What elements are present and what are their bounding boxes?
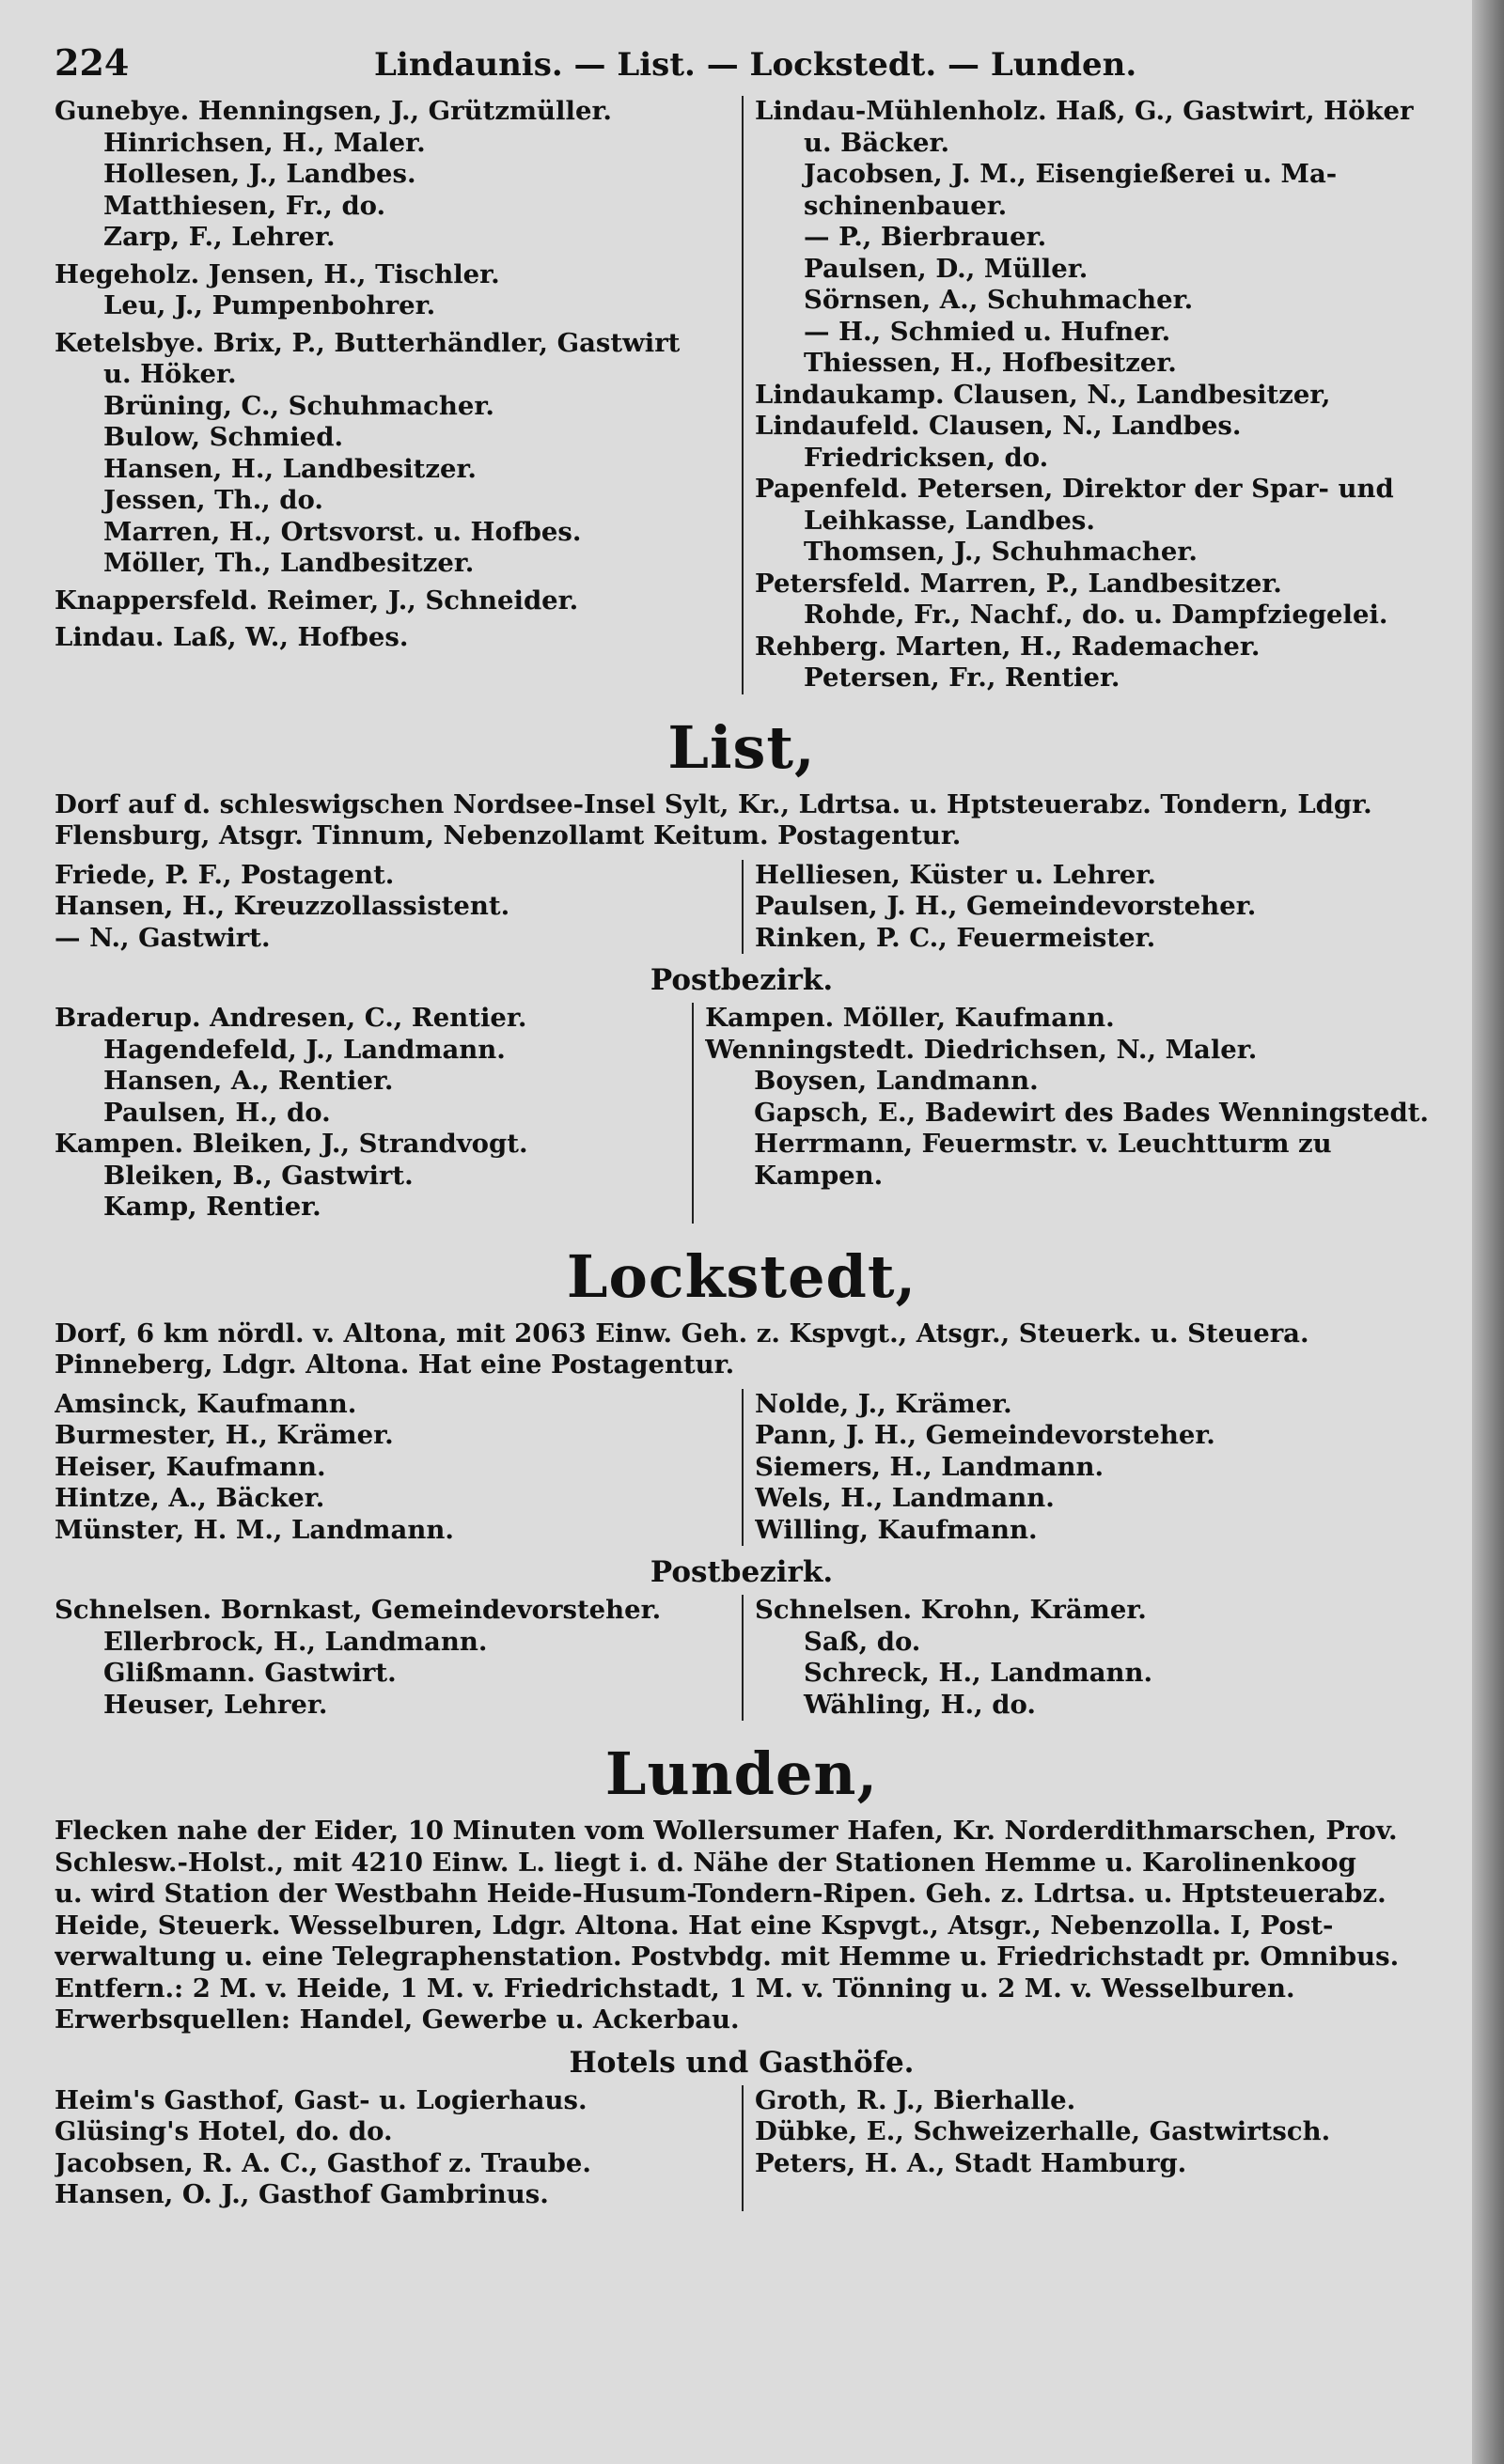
directory-entry: Schnelsen. Krohn, Krämer.: [755, 1595, 1147, 1625]
directory-entry: Pann, J. H., Gemeindevorsteher.: [755, 1420, 1215, 1450]
directory-entry: Möller, Th., Landbesitzer.: [103, 548, 475, 578]
directory-entry: Friede, P. F., Postagent.: [55, 859, 395, 890]
directory-entry: Rehberg. Marten, H., Rademacher.: [755, 631, 1261, 662]
lockstedt-columns: [55, 1389, 1429, 1547]
directory-entry: Lindau. Laß, W., Hofbes.: [55, 622, 409, 652]
directory-entry: Thomsen, J., Schuhmacher.: [804, 537, 1198, 567]
directory-entry: Rinken, P. C., Feuermeister.: [755, 922, 1156, 953]
directory-entry: Heim's Gasthof, Gast- u. Logierhaus.: [55, 2084, 588, 2115]
directory-entry: Lindaukamp. Clausen, N., Landbesitzer,: [755, 379, 1331, 410]
lockstedt-postbezirk-right: [742, 1595, 1429, 1721]
directory-entry: Boysen, Landmann.: [754, 1066, 1039, 1096]
list-postbezirk-heading: Postbezirk.: [650, 963, 834, 997]
list-postbezirk-right: [692, 1003, 1429, 1224]
lockstedt-intro: [55, 1318, 1429, 1381]
directory-entry: u. Höker.: [103, 359, 237, 389]
directory-entry: Jacobsen, R. A. C., Gasthof z. Traube.: [55, 2147, 591, 2178]
directory-entry: Willing, Kaufmann.: [755, 1514, 1038, 1545]
lunden-hotels-right: [742, 2085, 1429, 2211]
directory-entry: Hinrichsen, H., Maler.: [103, 127, 426, 158]
intro-line: Heide, Steuerk. Wesselburen, Ldgr. Altona. Hat eine Kspvgt., Atsgr., Nebenzolla. I, Post-: [55, 1910, 1334, 1941]
directory-entry: Rohde, Fr., Nachf., do. u. Dampfziegelei.: [804, 600, 1388, 630]
directory-entry: Glüsing's Hotel, do. do.: [55, 2116, 393, 2146]
directory-entry: Friedricksen, do.: [804, 442, 1049, 473]
directory-entry: u. Bäcker.: [804, 127, 950, 158]
intro-line: Entfern.: 2 M. v. Heide, 1 M. v. Friedrichstadt, 1 M. v. Tönning u. 2 M. v. Wesselburen.: [55, 1973, 1295, 2004]
directory-entry: Herrmann, Feuermstr. v. Leuchtturm zu: [754, 1129, 1332, 1159]
lockstedt-right-column: [742, 1389, 1429, 1547]
directory-entry: Saß, do.: [804, 1626, 921, 1657]
directory-entry: Zarp, F., Lehrer.: [103, 222, 336, 252]
directory-entry: Münster, H. M., Landmann.: [55, 1514, 454, 1545]
lockstedt-postbezirk-columns: [55, 1595, 1429, 1721]
directory-entry: Kampen.: [754, 1160, 884, 1191]
list-left-column: [55, 860, 742, 955]
directory-entry: Ketelsbye. Brix, P., Butterhändler, Gastwirt: [55, 327, 681, 358]
section-title-lockstedt: Lockstedt,: [566, 1241, 917, 1311]
intro-line: Flensburg, Atsgr. Tinnum, Nebenzollamt Keitum. Postagentur.: [55, 820, 962, 850]
intro-line: Flecken nahe der Eider, 10 Minuten vom Wollersumer Hafen, Kr. Norderdithmarschen, Prov.: [55, 1816, 1398, 1846]
directory-entry: Knappersfeld. Reimer, J., Schneider.: [55, 585, 579, 616]
list-intro: [55, 789, 1429, 852]
intro-line: Dorf auf d. schleswigschen Nordsee-Insel Sylt, Kr., Ldrtsa. u. Hptsteuerabz. Tondern, Ldgr.: [55, 788, 1372, 819]
directory-entry: Heuser, Lehrer.: [103, 1689, 328, 1720]
directory-entry: Peters, H. A., Stadt Hamburg.: [755, 2147, 1187, 2178]
directory-entry: Marren, H., Ortsvorst. u. Hofbes.: [103, 516, 582, 547]
directory-entry: Hansen, O. J., Gasthof Gambrinus.: [55, 2179, 549, 2209]
directory-entry: Kampen. Bleiken, J., Strandvogt.: [55, 1129, 528, 1159]
directory-entry: Hintze, A., Bäcker.: [55, 1483, 325, 1513]
lindaunis-columns: [55, 96, 1429, 694]
directory-entry: Amsinck, Kaufmann.: [55, 1388, 357, 1419]
directory-entry: Ellerbrock, H., Landmann.: [103, 1626, 488, 1657]
intro-line: Erwerbsquellen: Handel, Gewerbe u. Ackerbau.: [55, 2004, 740, 2035]
section-title-list: List,: [667, 712, 816, 782]
directory-entry: Wenningstedt. Diedrichsen, N., Maler.: [705, 1034, 1258, 1065]
list-columns: [55, 860, 1429, 955]
directory-entry: Hansen, H., Landbesitzer.: [103, 453, 478, 484]
directory-entry: Hansen, A., Rentier.: [103, 1066, 394, 1096]
lindaunis-left-column: [55, 96, 742, 694]
directory-entry: Jacobsen, J. M., Eisengießerei u. Ma-: [804, 159, 1338, 189]
list-right-column: [742, 860, 1429, 955]
directory-entry: Dübke, E., Schweizerhalle, Gastwirtsch.: [755, 2116, 1331, 2146]
page-header: [55, 41, 1429, 96]
list-postbezirk-columns: [55, 1003, 1429, 1224]
directory-entry: Papenfeld. Petersen, Direktor der Spar- und: [755, 474, 1394, 504]
intro-line: Pinneberg, Ldgr. Altona. Hat eine Postagentur.: [55, 1349, 735, 1380]
directory-entry: Wels, H., Landmann.: [755, 1483, 1055, 1513]
directory-entry: Gunebye. Henningsen, J., Grützmüller.: [55, 96, 612, 126]
directory-entry: Heiser, Kaufmann.: [55, 1451, 326, 1482]
directory-entry: Schnelsen. Bornkast, Gemeindevorsteher.: [55, 1595, 662, 1625]
directory-entry: Schreck, H., Landmann.: [804, 1658, 1153, 1688]
directory-entry: Thiessen, H., Hofbesitzer.: [804, 348, 1177, 378]
directory-entry: Helliesen, Küster u. Lehrer.: [755, 859, 1156, 890]
directory-entry: Lindaufeld. Clausen, N., Landbes.: [755, 411, 1242, 441]
directory-entry: Gapsch, E., Badewirt des Bades Wenningstedt.: [754, 1097, 1429, 1128]
lunden-hotels-left: [55, 2085, 742, 2211]
directory-entry: Matthiesen, Fr., do.: [103, 190, 386, 221]
directory-entry: Kamp, Rentier.: [103, 1192, 321, 1222]
directory-entry: Leihkasse, Landbes.: [804, 505, 1095, 536]
directory-entry: Brüning, C., Schuhmacher.: [103, 390, 494, 421]
directory-entry: Sörnsen, A., Schuhmacher.: [804, 285, 1194, 315]
directory-entry: Braderup. Andresen, C., Rentier.: [55, 1003, 527, 1033]
directory-entry: Paulsen, J. H., Gemeindevorsteher.: [755, 891, 1257, 921]
directory-entry: schinenbauer.: [804, 190, 1008, 221]
intro-line: Dorf, 6 km nördl. v. Altona, mit 2063 Einw. Geh. z. Kspvgt., Atsgr., Steuerk. u. Steuera.: [55, 1318, 1309, 1349]
directory-entry: Hegeholz. Jensen, H., Tischler.: [55, 258, 500, 289]
lunden-hotels-columns: [55, 2085, 1429, 2211]
lockstedt-postbezirk-heading: Postbezirk.: [650, 1555, 834, 1589]
page-number: 224: [55, 41, 130, 84]
lockstedt-postbezirk-left: [55, 1595, 742, 1721]
list-postbezirk-left: [55, 1003, 692, 1224]
intro-line: verwaltung u. eine Telegraphenstation. Postvbdg. mit Hemme u. Friedrichstadt pr. Omnibus.: [55, 1942, 1400, 1972]
directory-entry: Paulsen, D., Müller.: [804, 253, 1089, 284]
directory-entry: Paulsen, H., do.: [103, 1097, 331, 1128]
directory-entry: Hollesen, J., Landbes.: [103, 159, 416, 189]
lindaunis-right-column: [742, 96, 1429, 694]
directory-entry: Burmester, H., Krämer.: [55, 1420, 394, 1450]
directory-entry: Hansen, H., Kreuzzollassistent.: [55, 891, 510, 921]
directory-entry: Petersfeld. Marren, P., Landbesitzer.: [755, 568, 1282, 599]
directory-entry: Hagendefeld, J., Landmann.: [103, 1034, 506, 1065]
directory-entry: Lindau-Mühlenholz. Haß, G., Gastwirt, Höker: [755, 96, 1414, 126]
section-title-lunden: Lunden,: [604, 1739, 879, 1808]
directory-entry: Leu, J., Pumpenbohrer.: [103, 290, 436, 320]
directory-entry: Petersen, Fr., Rentier.: [804, 663, 1120, 693]
lockstedt-left-column: [55, 1389, 742, 1547]
directory-entry: Siemers, H., Landmann.: [755, 1451, 1104, 1482]
directory-entry: — N., Gastwirt.: [55, 922, 271, 953]
intro-line: Schlesw.-Holst., mit 4210 Einw. L. liegt i. d. Nähe der Stationen Hemme u. Karolinenkoog: [55, 1847, 1356, 1878]
directory-entry: Bulow, Schmied.: [103, 422, 344, 452]
directory-entry: Jessen, Th., do.: [103, 485, 323, 515]
directory-entry: — H., Schmied u. Hufner.: [804, 316, 1171, 347]
directory-entry: Wähling, H., do.: [804, 1689, 1036, 1720]
lunden-hotels-heading: Hotels und Gasthöfe.: [569, 2045, 915, 2080]
directory-entry: Glißmann. Gastwirt.: [103, 1658, 397, 1688]
directory-entry: — P., Bierbrauer.: [804, 222, 1047, 252]
running-title: Lindaunis. — List. — Lockstedt. — Lunden.: [374, 46, 1137, 84]
lunden-intro: [55, 1816, 1429, 2036]
directory-entry: Bleiken, B., Gastwirt.: [103, 1160, 414, 1191]
directory-entry: Kampen. Möller, Kaufmann.: [705, 1003, 1115, 1033]
directory-entry: Nolde, J., Krämer.: [755, 1388, 1012, 1419]
intro-line: u. wird Station der Westbahn Heide-Husum-Tondern-Ripen. Geh. z. Ldrtsa. u. Hptsteuerabz.: [55, 1879, 1386, 1909]
directory-entry: Groth, R. J., Bierhalle.: [755, 2084, 1076, 2115]
